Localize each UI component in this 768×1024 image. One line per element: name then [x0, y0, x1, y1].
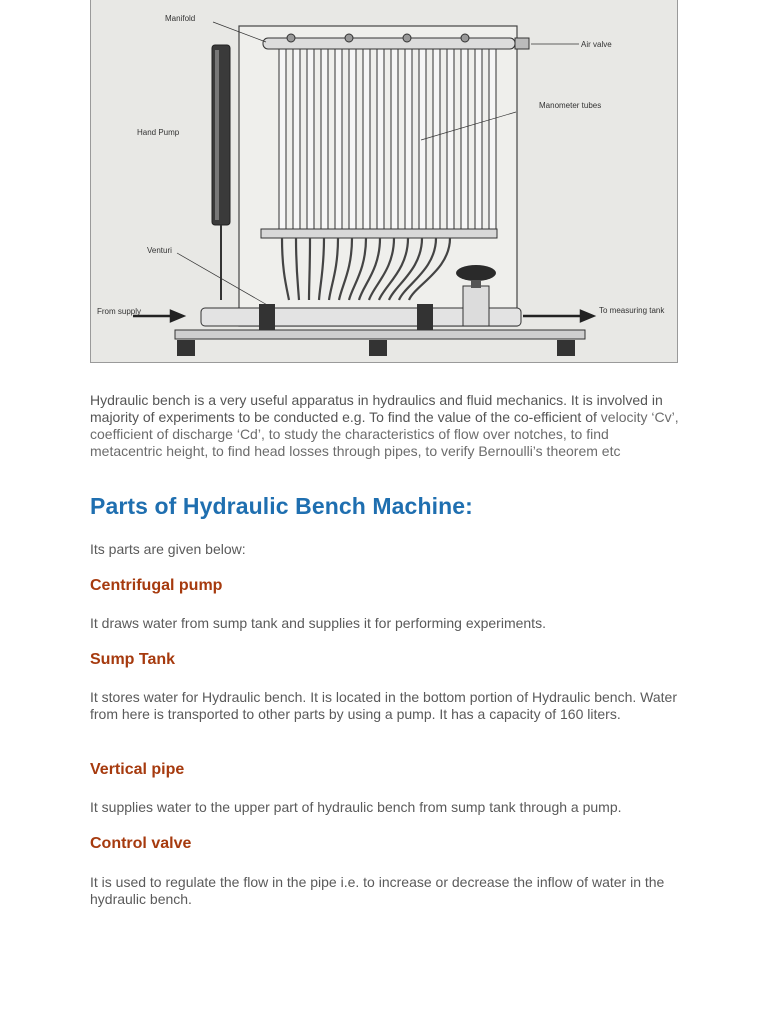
part-title-control-valve: Control valve	[90, 835, 192, 852]
part-text-centrifugal-pump: It draws water from sump tank and supplies it for performing experiments.	[90, 615, 546, 631]
control-valve-body	[463, 286, 489, 326]
section-lead: Its parts are given below:	[90, 541, 246, 557]
control-valve-wheel	[456, 265, 496, 281]
intro-text-2: velocity ‘Cv’, coefficient of discharge ‘Cd’, to study the characteristics of flow over notches, to find metacentric height, to find head losses through pipes, to verify Bernoulli’s theorem etc	[90, 409, 679, 459]
part-title-vertical-pipe: Vertical pipe	[90, 761, 185, 778]
label-air-valve: Air valve	[581, 40, 612, 49]
part-title-centrifugal-pump: Centrifugal pump	[90, 577, 223, 594]
label-venturi: Venturi	[147, 246, 172, 255]
label-manometer-tubes: Manometer tubes	[539, 101, 602, 110]
hand-pump	[212, 45, 230, 225]
air-valve	[515, 38, 529, 49]
part-title-sump-tank: Sump Tank	[90, 651, 176, 668]
base-frame	[175, 330, 585, 339]
tube-bracket	[261, 229, 497, 238]
hydraulic-bench-diagram	[90, 0, 678, 363]
part-text-control-valve: It is used to regulate the flow in the pipe i.e. to increase or decrease the inflow of water in the hydraulic bench.	[90, 874, 665, 907]
part-text-vertical-pipe: It supplies water to the upper part of hydraulic bench from sump tank through a pump.	[90, 799, 622, 815]
label-hand-pump: Hand Pump	[137, 128, 180, 137]
section-heading: Parts of Hydraulic Bench Machine:	[90, 493, 473, 519]
label-to-measuring-tank: To measuring tank	[599, 306, 665, 315]
intro-paragraph	[90, 392, 680, 460]
intro-text-1: Hydraulic bench is a very useful apparatus in hydraulics and fluid mechanics. It is involved in majority of experiments to be conducted e.g. To find the value of the co-efficient of	[90, 392, 663, 425]
label-manifold: Manifold	[165, 14, 196, 23]
part-text-sump-tank: It stores water for Hydraulic bench. It is located in the bottom portion of Hydraulic bench. Water from here is transported to other parts by using a pump. It has a capacity of 160 liters.	[90, 689, 677, 722]
label-from-supply: From supply	[97, 307, 142, 316]
manifold-bar	[263, 38, 515, 49]
